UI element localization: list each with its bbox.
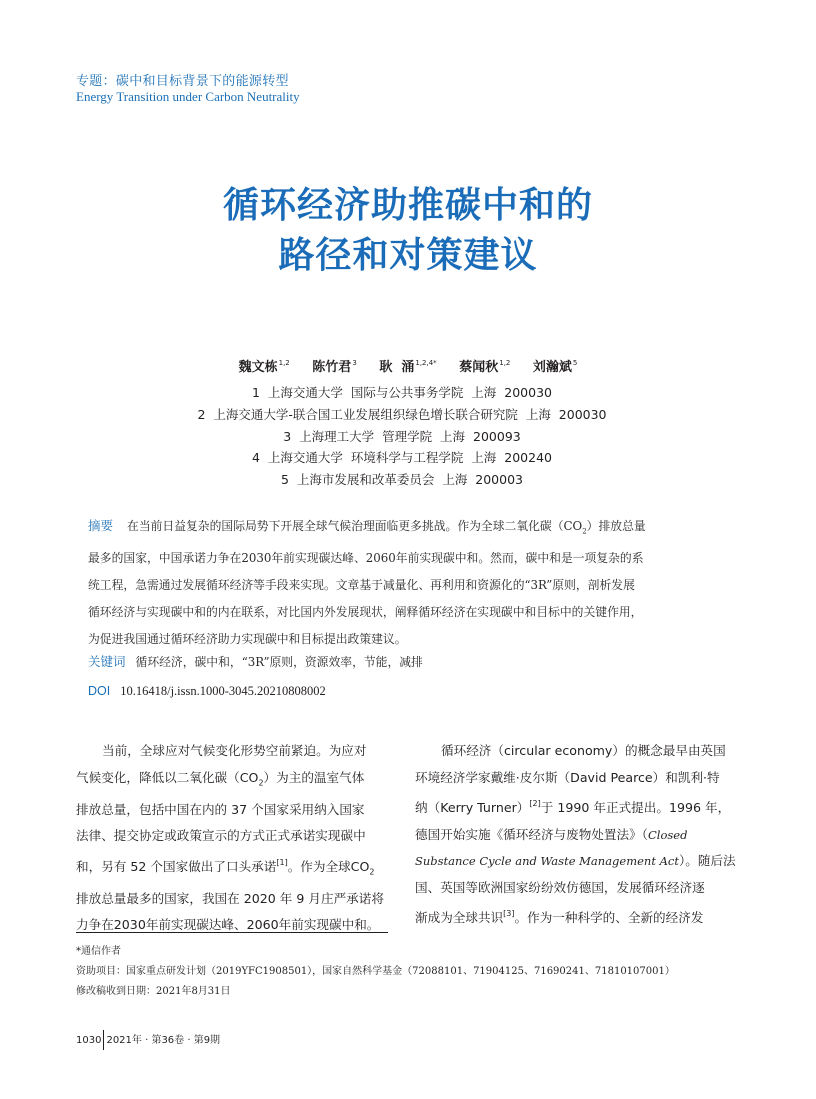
citation-link[interactable]: [3] xyxy=(503,909,515,918)
abstract-line: 为促进我国通过循环经济助力实现碳中和目标提出政策建议。 xyxy=(88,631,407,646)
author: 刘瀚斌$^5$ xyxy=(532,359,578,375)
abstract-line: 最多的国家，中国承诺力争在2030年前实现碳达峰、2060年前实现碳中和。然而，碳中和是一项复杂的系 xyxy=(88,551,644,566)
topic-label-en: Energy Transition under Carbon Neutrality xyxy=(76,89,300,104)
footer-divider xyxy=(103,1030,104,1050)
abstract-label: 摘要 xyxy=(88,518,114,533)
author: 魏文栋$^{1,2}$ xyxy=(238,359,290,375)
body-column-left: 当前，全球应对气候变化形势空前紧迫。为应对 气候变化，降低以二氧化碳$(CO_2)$为主的温室气体 排放总量，包括中国在内的 37 个国家采用纳入国家 法律、提交协定或政策宣示的方式正式承诺实现碳中 和，另有 52 个国家做出了口头承诺[1]。作为全球$CO_2$ 排放总量最多的国家，我国在 2020 年 9 月庄严承诺将 力争在2030年前实现碳达峰、2060年前实现碳中和。 xyxy=(76,743,384,933)
topic-label-zh: 专题：碳中和目标背景下的能源转型 xyxy=(76,74,289,89)
footnote-corresponding: *通信作者 xyxy=(76,946,121,957)
keywords-label: 关键词 xyxy=(88,654,126,669)
page-footer xyxy=(76,1030,220,1050)
footnote-divider xyxy=(76,932,388,933)
citation-link[interactable]: [2] xyxy=(529,799,541,808)
page-number: 1030 xyxy=(76,1035,102,1046)
abstract: 摘要 在当前日益复杂的国际局势下开展全球气候治理面临更多挑战。作为全球二氧化碳$(CO_2)$排放总量 最多的国家，中国承诺力争在2030年前实现碳达峰、2060年前实现碳中和。然而，碳中和是一项复杂的系 统工程，急需通过发展循环经济等手段来实现。文章基于减量化、再利用和资源化的“3R”原则，剖析发展 循环经济与实现碳中和的内在联系，对比国内外发展现状，阐释循环经济在实现碳中和目标中的关键作用， 为促进我国通过循环经济助力实现碳中和目标提出政策建议。 xyxy=(88,513,734,652)
footnote-funding: 资助项目：国家重点研发计划（2019YFC1908501），国家自然科学基金（72088101、71904125、71690241、71810107001） xyxy=(76,966,675,977)
doi-label: DOI xyxy=(88,684,111,698)
affiliation: 3 上海理工大学 管理学院 上海 200093 xyxy=(283,429,521,444)
author-list xyxy=(0,356,816,375)
affiliation: 5 上海市发展和改革委员会 上海 200003 xyxy=(280,472,523,487)
body-column-right: 循环经济（circular economy）的概念最早由英国 环境经济学家戴维·皮尔斯（David Pearce）和凯利·特 纳（Kerry Turner）[2]于 1990 年正式提出。1996 年， 德国开始实施《循环经济与废物处置法》（Closed Substance Cycle and Waste Management Act）。随后法 国、英国等欧洲国家纷纷效仿德国，发展循环经济逐 渐成为全球共识[3]。作为一种科学的、全新的经济发 xyxy=(415,743,736,925)
article-title-line-1: 循环经济助推碳中和的 xyxy=(222,185,593,226)
affiliation: 4 上海交通大学 环境科学与工程学院 上海 200240 xyxy=(252,450,552,465)
footnote-received: 修改稿收到日期：2021年8月31日 xyxy=(76,986,231,997)
citation-link[interactable]: [1] xyxy=(276,857,288,867)
abstract-line: 统工程，急需通过发展循环经济等手段来实现。文章基于减量化、再利用和资源化的“3R”原则，剖析发展 xyxy=(88,577,635,592)
doi xyxy=(88,684,326,699)
author: 耿 涌$^{1,2,4*}$ xyxy=(379,359,437,375)
keywords xyxy=(88,652,423,670)
author: 蔡闻秋$^{1,2}$ xyxy=(459,359,511,375)
doi-link[interactable]: 10.16418/j.issn.1000-3045.20210808002 xyxy=(120,684,326,698)
affiliation: 2 上海交通大学-联合国工业发展组织绿色增长联合研究院 上海 200030 xyxy=(197,407,607,422)
abstract-line: 循环经济与实现碳中和的内在联系，对比国内外发展现状，阐释循环经济在实现碳中和目标中的关键作用， xyxy=(88,604,643,619)
author: 陈竹君$^3$ xyxy=(312,359,357,375)
keywords-text: 循环经济，碳中和，“3R”原则，资源效率，节能，减排 xyxy=(135,655,423,669)
article-title-line-2: 路径和对策建议 xyxy=(278,235,538,276)
issue-info: 2021年 · 第36卷 · 第9期 xyxy=(106,1035,221,1046)
affiliation: 1 上海交通大学 国际与公共事务学院 上海 200030 xyxy=(252,385,552,400)
